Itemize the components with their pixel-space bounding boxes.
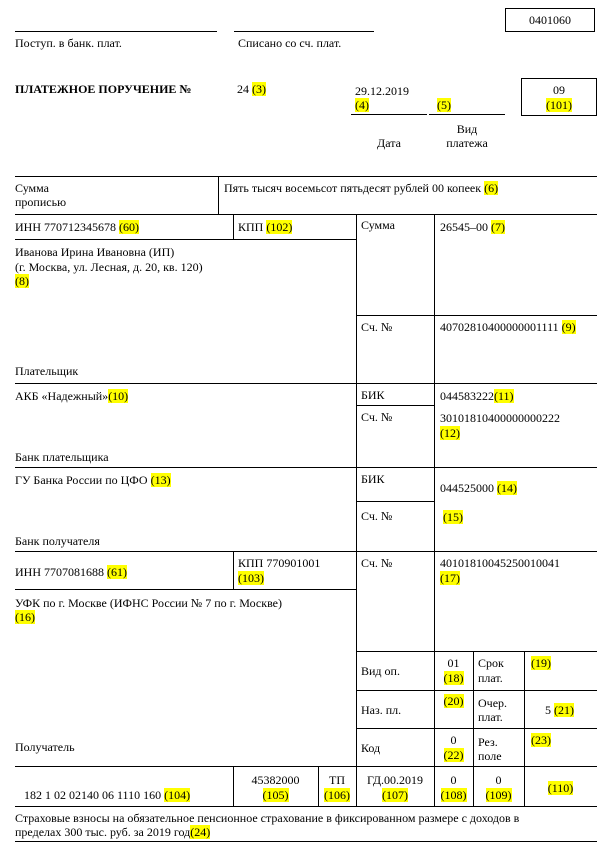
document-title: ПЛАТЕЖНОЕ ПОРУЧЕНИЕ № — [15, 82, 192, 96]
sum-value: 26545–00 (7) — [440, 220, 505, 234]
code-value: 0 — [450, 733, 457, 747]
grid-line — [356, 214, 357, 766]
term-code: (19) — [531, 656, 551, 670]
grid-line — [15, 467, 597, 468]
op-type-code: (18) — [443, 671, 464, 685]
grid-line — [15, 589, 356, 590]
order-label-2: плат. — [478, 710, 503, 724]
payment-kind-code: (110) — [547, 781, 574, 795]
code-label: Код — [361, 741, 381, 755]
purpose-code-value: (20) — [443, 694, 464, 708]
payer-kpp: КПП (102) — [238, 220, 293, 234]
grid-line — [15, 766, 597, 767]
payee-name-code: (16) — [15, 610, 35, 624]
purpose-text: Страховые взносы на обязательное пенсионное страхование в фиксированном размере с доходов в — [15, 811, 520, 825]
sum-label: Сумма — [361, 218, 395, 232]
grid-line — [15, 239, 356, 240]
grid-line — [356, 501, 434, 502]
payer-bank-bik-label: БИК — [361, 388, 385, 402]
document-number: 24 (3) — [237, 82, 266, 96]
payer-bank-name: АКБ «Надежный»(10) — [15, 389, 129, 403]
grid-line — [356, 651, 597, 652]
period-code: (107) — [382, 788, 408, 802]
document-date: 29.12.2019 — [355, 84, 409, 98]
basis-value: ТП — [329, 773, 345, 787]
amount-words-top-line — [15, 176, 597, 177]
payee-kpp: КПП 770901001 — [238, 556, 321, 570]
received-line — [15, 31, 217, 32]
grid-line — [233, 214, 234, 239]
payer-name-code: (8) — [15, 274, 29, 288]
purpose-text-2: пределах 300 тыс. руб. за 2019 год(24) — [15, 825, 211, 839]
amount-words-label-2: прописью — [15, 195, 67, 209]
grid-line — [473, 651, 474, 766]
form-code: 0401060 — [529, 13, 571, 27]
oktmo-code: (105) — [262, 788, 289, 802]
period-value: ГД.00.2019 — [366, 773, 424, 787]
grid-line — [356, 690, 597, 691]
date-code: (4) — [355, 98, 369, 112]
amount-words-label: Сумма — [15, 181, 49, 195]
term-label-2: плат. — [478, 671, 503, 685]
debited-label: Списано со сч. плат. — [238, 36, 342, 50]
payee-bank-bik-label: БИК — [361, 472, 385, 486]
received-label: Поступ. в банк. плат. — [15, 36, 122, 50]
payee-inn: ИНН 7707081688 (61) — [15, 565, 127, 579]
op-type-value: 01 — [447, 656, 460, 670]
term-label: Срок — [478, 656, 504, 670]
reserve-label: Рез. — [478, 735, 498, 749]
doc-date-value: 0 — [495, 773, 502, 787]
basis-code: (106) — [324, 788, 350, 802]
payment-type-label-2: платежа — [446, 136, 488, 150]
grid-line — [15, 214, 597, 215]
payer-name: Иванова Ирина Ивановна (ИП) — [15, 245, 175, 259]
status-code: (101) — [546, 98, 572, 112]
order-value: 5 (21) — [545, 703, 574, 717]
payer-bank-section-label: Банк плательщика — [15, 450, 109, 464]
doc-number-value: 0 — [450, 773, 457, 787]
grid-line — [356, 405, 434, 406]
payment-type-line — [429, 114, 505, 115]
payer-bank-account-value: 30101810400000000222 — [440, 411, 560, 425]
kbk-value: 182 1 02 02140 06 1110 160 (104) — [24, 788, 191, 802]
payer-account-label: Сч. № — [361, 320, 393, 334]
payee-name: УФК по г. Москве (ИФНС России № 7 по г. Москве) — [15, 596, 282, 610]
payee-bank-bik-value: 044525000 (14) — [440, 481, 517, 495]
payee-account-label: Сч. № — [361, 556, 393, 570]
payer-bank-account-code: (12) — [440, 426, 460, 440]
payee-bank-name: ГУ Банка России по ЦФО (13) — [15, 473, 171, 487]
purpose-bottom-line — [15, 841, 597, 842]
status-value: 09 — [553, 83, 565, 97]
payee-kpp-code: (103) — [238, 571, 264, 585]
debited-line — [234, 31, 374, 32]
payee-account-value: 40101810045250010041 — [440, 556, 560, 570]
grid-line — [233, 551, 234, 589]
payer-bank-bik-value: 044583222(11) — [440, 389, 514, 403]
payer-bank-account-label: Сч. № — [361, 410, 393, 424]
order-label: Очер. — [478, 696, 508, 710]
payer-inn: ИНН 770712345678 (60) — [15, 220, 139, 234]
payee-bank-section-label: Банк получателя — [15, 534, 100, 548]
reserve-label-2: поле — [478, 749, 502, 763]
code-code: (22) — [443, 748, 464, 762]
payer-address: (г. Москва, ул. Лесная, д. 20, кв. 120) — [15, 260, 203, 274]
amount-words-divider — [218, 176, 219, 214]
grid-line — [15, 551, 597, 552]
reserve-code: (23) — [531, 733, 551, 747]
date-line — [351, 114, 427, 115]
grid-line — [15, 806, 597, 807]
payee-account-code: (17) — [440, 571, 460, 585]
purpose-code-label: Наз. пл. — [361, 703, 402, 717]
payment-type-label: Вид — [456, 122, 478, 136]
payee-bank-account-code: (15) — [443, 510, 463, 524]
payer-account-value: 40702810400000001111 (9) — [440, 320, 576, 334]
payee-bank-account-label: Сч. № — [361, 509, 393, 523]
date-label: Дата — [377, 136, 401, 150]
amount-words-value: Пять тысяч восемьсот пятьдесят рублей 00 копеек (6) — [224, 181, 499, 195]
payer-section-label: Плательщик — [15, 364, 79, 378]
grid-line — [356, 315, 597, 316]
grid-line — [15, 383, 597, 384]
doc-date-code: (109) — [485, 788, 512, 802]
oktmo-value: 45382000 — [251, 773, 300, 787]
payment-type-code: (5) — [437, 98, 451, 112]
grid-line — [524, 651, 525, 766]
grid-line — [356, 728, 597, 729]
op-type-label: Вид оп. — [361, 664, 400, 678]
doc-number-code: (108) — [440, 788, 467, 802]
payee-section-label: Получатель — [15, 740, 75, 754]
